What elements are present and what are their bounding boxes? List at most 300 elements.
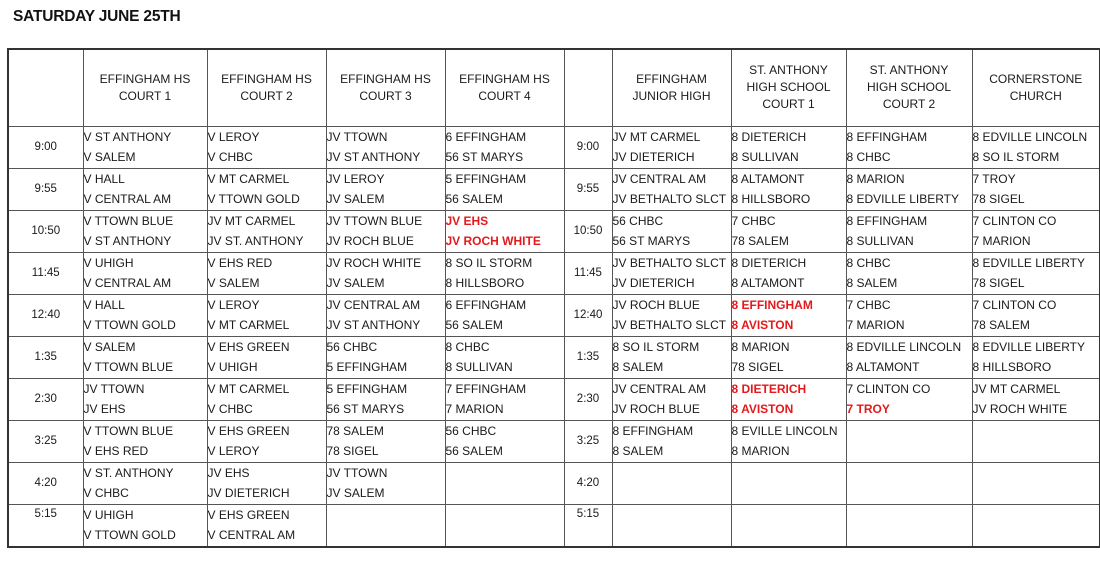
venue-header-line: HIGH SCHOOL [866,80,951,95]
page-title: SATURDAY JUNE 25TH [13,8,181,25]
game-cell [972,336,1100,378]
venue-column-header [731,49,846,126]
game-cell [207,210,326,252]
venue-header-line: JUNIOR HIGH [632,88,711,103]
home-team: 8 ALTAMONT [731,171,805,186]
time-column-header [8,49,83,126]
home-team: 6 EFFINGHAM [445,297,527,312]
game-cell [846,504,972,547]
game-cell [972,252,1100,294]
away-team: 8 SALEM [846,276,898,290]
home-team: JV BETHALTO SLCT [612,255,727,270]
venue-header-line: EFFINGHAM HS [459,71,550,86]
game-cell [846,252,972,294]
time-slot-row [8,168,1100,210]
away-team: JV ROCH WHITE [972,402,1068,416]
game-cell [207,504,326,547]
venue-column-header [612,49,731,126]
away-team: JV EHS [83,402,126,416]
time-slot-label: 4:20 [564,462,612,504]
venue-header-line: EFFINGHAM HS [99,71,191,86]
away-team [732,525,846,546]
home-team [973,463,1100,484]
game-cell [972,126,1100,168]
away-team [847,483,972,504]
game-cell [445,252,564,294]
game-cell [326,168,445,210]
home-team: V EHS GREEN [207,423,290,438]
game-cell [445,420,564,462]
home-team: JV EHS [445,213,489,228]
home-team: JV MT CARMEL [612,129,701,144]
game-cell [612,336,731,378]
time-slot-label: 10:50 [564,210,612,252]
away-team: 8 AVISTON [731,318,794,332]
venue-header-line: ST. ANTHONY [749,63,828,78]
time-slot-label: 11:45 [564,252,612,294]
venue-column-header [207,49,326,126]
away-team: V SALEM [83,150,136,164]
time-slot-row [8,336,1100,378]
away-team: V ST ANTHONY [83,234,172,248]
game-cell [731,210,846,252]
home-team: 8 EDVILLE LINCOLN [846,339,962,354]
home-team: JV MT CARMEL [207,213,296,228]
away-team: V UHIGH [207,360,258,374]
game-cell [972,168,1100,210]
away-team: 7 TROY [846,402,890,416]
home-team: V MT CARMEL [207,171,290,186]
away-team: 8 HILLSBORO [972,360,1052,374]
home-team: JV TTOWN [326,465,388,480]
away-team [446,525,564,546]
game-cell [445,378,564,420]
home-team: V ST. ANTHONY [83,465,174,480]
home-team: JV CENTRAL AM [612,381,707,396]
home-team [446,463,564,484]
time-slot-row [8,420,1100,462]
home-team: 7 CLINTON CO [846,381,931,396]
home-team: 8 EFFINGHAM [846,129,928,144]
home-team: V HALL [83,297,125,312]
game-cell [326,210,445,252]
home-team [613,505,731,526]
game-cell [846,462,972,504]
game-cell [846,420,972,462]
game-cell [445,336,564,378]
venue-header-line: CHURCH [1009,88,1062,103]
game-cell [83,462,207,504]
home-team: V TTOWN BLUE [83,423,174,438]
schedule-table [7,48,1100,548]
game-cell [445,210,564,252]
game-cell [972,378,1100,420]
home-team: 7 CLINTON CO [972,297,1057,312]
time-slot-row [8,252,1100,294]
time-slot-label: 1:35 [8,336,83,378]
time-slot-label: 5:15 [8,504,83,547]
game-cell [731,336,846,378]
time-slot-row [8,126,1100,168]
home-team: JV MT CARMEL [972,381,1061,396]
home-team: JV CENTRAL AM [326,297,421,312]
away-team: 56 SALEM [445,318,503,332]
game-cell [612,126,731,168]
time-slot-label: 2:30 [8,378,83,420]
time-slot-label: 10:50 [8,210,83,252]
home-team: 56 CHBC [326,339,378,354]
home-team [847,463,972,484]
game-cell [83,294,207,336]
away-team: JV ROCH WHITE [445,234,541,248]
game-cell [207,462,326,504]
away-team: JV SALEM [326,276,385,290]
game-cell [731,462,846,504]
home-team: 8 EFFINGHAM [731,297,813,312]
home-team: 78 SALEM [326,423,384,438]
home-team: 6 EFFINGHAM [445,129,527,144]
home-team: JV TTOWN BLUE [326,213,423,228]
time-slot-row [8,504,1100,547]
away-team: JV BETHALTO SLCT [612,192,727,206]
home-team: 56 CHBC [445,423,497,438]
game-cell [326,462,445,504]
game-cell [326,420,445,462]
game-cell [731,504,846,547]
game-cell [83,252,207,294]
away-team: V TTOWN BLUE [83,360,174,374]
home-team: 5 EFFINGHAM [326,381,408,396]
game-cell [207,168,326,210]
home-team [613,463,731,484]
away-team: V EHS RED [83,444,149,458]
away-team: JV SALEM [326,486,385,500]
away-team: 7 MARION [846,318,905,332]
away-team: 7 MARION [972,234,1031,248]
away-team: JV ROCH BLUE [612,402,700,416]
home-team: 7 CHBC [731,213,776,228]
game-cell [972,462,1100,504]
game-cell [207,294,326,336]
home-team: 8 EVILLE LINCOLN [731,423,838,438]
home-team [327,505,445,526]
away-team: 8 SULLIVAN [445,360,513,374]
away-team: V TTOWN GOLD [83,528,176,542]
game-cell [846,168,972,210]
game-cell [612,504,731,547]
home-team: 7 EFFINGHAM [445,381,527,396]
time-slot-label: 12:40 [564,294,612,336]
away-team: V MT CARMEL [207,318,290,332]
time-slot-label: 3:25 [8,420,83,462]
home-team: 7 CHBC [846,297,891,312]
away-team: 8 AVISTON [731,402,794,416]
game-cell [326,336,445,378]
time-slot-label: 9:55 [564,168,612,210]
home-team: V EHS RED [207,255,273,270]
time-slot-label: 2:30 [564,378,612,420]
away-team: V CHBC [207,402,253,416]
away-team: 78 SIGEL [731,360,784,374]
home-team: V UHIGH [83,507,134,522]
venue-header-line: EFFINGHAM [636,71,707,86]
home-team: 8 DIETERICH [731,129,807,144]
venue-header-line: COURT 1 [762,97,815,112]
game-cell [326,252,445,294]
time-slot-label: 1:35 [564,336,612,378]
venue-column-header [972,49,1100,126]
home-team: 8 SO IL STORM [612,339,700,354]
away-team: JV DIETERICH [612,276,695,290]
home-team [847,421,972,442]
time-slot-label: 12:40 [8,294,83,336]
game-cell [326,504,445,547]
away-team: 7 MARION [445,402,504,416]
away-team: JV ROCH BLUE [326,234,414,248]
home-team: 56 CHBC [612,213,664,228]
away-team [973,525,1100,546]
game-cell [83,504,207,547]
away-team: 8 MARION [731,444,790,458]
away-team: V CENTRAL AM [83,192,172,206]
time-slot-label: 4:20 [8,462,83,504]
game-cell [731,420,846,462]
home-team: V LEROY [207,129,260,144]
away-team [446,483,564,504]
away-team: JV SALEM [326,192,385,206]
away-team: 78 SALEM [731,234,789,248]
home-team: 8 CHBC [846,255,891,270]
home-team: V UHIGH [83,255,134,270]
game-cell [731,252,846,294]
game-cell [612,252,731,294]
game-cell [445,126,564,168]
home-team: 7 CLINTON CO [972,213,1057,228]
venue-column-header [83,49,207,126]
away-team: V CENTRAL AM [207,528,296,542]
game-cell [972,294,1100,336]
game-cell [612,294,731,336]
game-cell [731,168,846,210]
away-team: V CHBC [207,150,253,164]
home-team: V SALEM [83,339,136,354]
away-team: 8 EDVILLE LIBERTY [846,192,959,206]
away-team: JV ST. ANTHONY [207,234,304,248]
away-team: 8 ALTAMONT [731,276,805,290]
away-team: 8 SALEM [612,360,664,374]
game-cell [846,126,972,168]
header-row [8,49,1100,126]
away-team: 78 SIGEL [326,444,379,458]
game-cell [207,378,326,420]
venue-column-header [326,49,445,126]
away-team: JV DIETERICH [612,150,695,164]
venue-header-line: HIGH SCHOOL [746,80,831,95]
game-cell [972,210,1100,252]
home-team [973,421,1100,442]
home-team [732,505,846,526]
away-team: JV ST ANTHONY [326,150,421,164]
away-team [732,483,846,504]
away-team [847,441,972,462]
game-cell [83,168,207,210]
home-team: 7 TROY [972,171,1016,186]
home-team: V MT CARMEL [207,381,290,396]
home-team: V LEROY [207,297,260,312]
away-team: JV BETHALTO SLCT [612,318,727,332]
home-team: 8 EDVILLE LIBERTY [972,255,1085,270]
away-team: 8 SULLIVAN [846,234,914,248]
away-team [613,483,731,504]
home-team: 8 DIETERICH [731,255,807,270]
game-cell [207,336,326,378]
away-team: 8 SALEM [612,444,664,458]
away-team: 56 ST MARYS [445,150,524,164]
away-team: 5 EFFINGHAM [326,360,408,374]
away-team [973,483,1100,504]
away-team: 56 ST MARYS [612,234,691,248]
home-team [973,505,1100,526]
venue-header-line: COURT 3 [359,88,412,103]
venue-header-line: EFFINGHAM HS [340,71,431,86]
away-team: 8 SULLIVAN [731,150,799,164]
game-cell [612,420,731,462]
time-column-header [564,49,612,126]
venue-header-line: COURT 4 [478,88,531,103]
game-cell [846,336,972,378]
away-team: 78 SALEM [972,318,1030,332]
away-team [327,525,445,546]
time-slot-label: 3:25 [564,420,612,462]
game-cell [612,378,731,420]
home-team: V HALL [83,171,125,186]
time-slot-row [8,462,1100,504]
away-team: V CHBC [83,486,129,500]
home-team: JV LEROY [326,171,385,186]
game-cell [846,294,972,336]
game-cell [83,210,207,252]
away-team: V SALEM [207,276,260,290]
away-team: 8 CHBC [846,150,891,164]
game-cell [731,294,846,336]
home-team: 8 SO IL STORM [445,255,533,270]
game-cell [326,378,445,420]
game-cell [207,126,326,168]
away-team [613,525,731,546]
game-cell [207,252,326,294]
time-slot-label: 11:45 [8,252,83,294]
venue-header-line: COURT 1 [118,88,172,103]
game-cell [731,378,846,420]
game-cell [83,336,207,378]
away-team: V LEROY [207,444,260,458]
game-cell [326,126,445,168]
home-team: 8 EDVILLE LINCOLN [972,129,1088,144]
game-cell [612,462,731,504]
time-slot-row [8,294,1100,336]
home-team: JV EHS [207,465,250,480]
home-team: 8 EDVILLE LIBERTY [972,339,1085,354]
game-cell [972,420,1100,462]
game-cell [445,294,564,336]
time-slot-label: 5:15 [564,504,612,547]
away-team: JV ST ANTHONY [326,318,421,332]
home-team: JV TTOWN [83,381,145,396]
game-cell [612,210,731,252]
time-slot-row [8,210,1100,252]
away-team: 8 HILLSBORO [445,276,525,290]
away-team: 8 SO IL STORM [972,150,1060,164]
game-cell [731,126,846,168]
home-team: V EHS GREEN [207,507,290,522]
home-team [446,505,564,526]
time-slot-label: 9:00 [564,126,612,168]
away-team: 8 HILLSBORO [731,192,811,206]
away-team [973,441,1100,462]
away-team: JV DIETERICH [207,486,290,500]
game-cell [83,420,207,462]
venue-header-line: EFFINGHAM HS [221,71,312,86]
game-cell [972,504,1100,547]
home-team: V ST ANTHONY [83,129,172,144]
home-team: JV CENTRAL AM [612,171,707,186]
time-slot-label: 9:00 [8,126,83,168]
home-team: 5 EFFINGHAM [445,171,527,186]
away-team: 78 SIGEL [972,192,1025,206]
game-cell [846,378,972,420]
venue-header-line: CORNERSTONE [989,71,1083,86]
home-team [847,505,972,526]
away-team [847,525,972,546]
game-cell [326,294,445,336]
home-team: 8 MARION [731,339,790,354]
home-team: 8 MARION [846,171,905,186]
game-cell [445,504,564,547]
home-team: V TTOWN BLUE [83,213,174,228]
game-cell [83,126,207,168]
game-cell [83,378,207,420]
away-team: 56 SALEM [445,192,503,206]
time-slot-label: 9:55 [8,168,83,210]
home-team: 8 EFFINGHAM [846,213,928,228]
home-team: JV ROCH BLUE [612,297,700,312]
home-team: 8 CHBC [445,339,490,354]
venue-header-line: COURT 2 [240,88,293,103]
venue-header-line: ST. ANTHONY [869,63,949,78]
game-cell [445,462,564,504]
away-team: V CENTRAL AM [83,276,172,290]
home-team: 8 EFFINGHAM [612,423,694,438]
home-team: JV TTOWN [326,129,388,144]
away-team: 56 SALEM [445,444,503,458]
venue-header-line: COURT 2 [882,97,936,112]
home-team: 8 DIETERICH [731,381,807,396]
away-team: V TTOWN GOLD [207,192,300,206]
away-team: 78 SIGEL [972,276,1025,290]
away-team: 56 ST MARYS [326,402,405,416]
game-cell [207,420,326,462]
away-team: V TTOWN GOLD [83,318,176,332]
game-cell [445,168,564,210]
away-team: 8 ALTAMONT [846,360,920,374]
venue-column-header [445,49,564,126]
home-team: JV ROCH WHITE [326,255,422,270]
game-cell [612,168,731,210]
game-cell [846,210,972,252]
home-team: V EHS GREEN [207,339,290,354]
home-team [732,463,846,484]
venue-column-header [846,49,972,126]
